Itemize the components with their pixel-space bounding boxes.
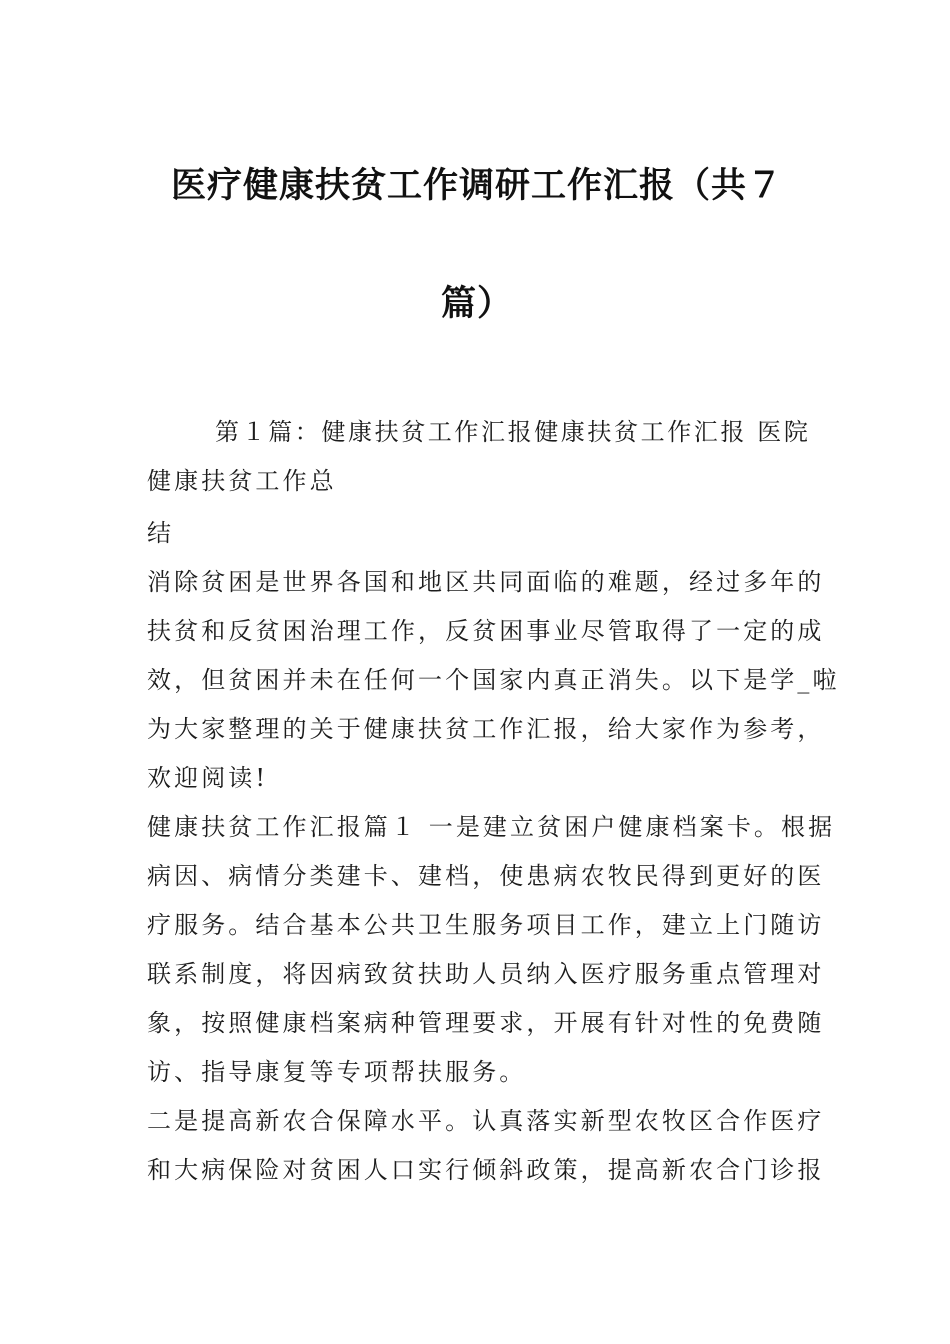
document-body <box>147 408 840 1195</box>
body-line: 和大病保险对贫困人口实行倾斜政策，提高新农合门诊报 <box>147 1156 825 1184</box>
body-line: 欢迎阅读! <box>147 764 269 792</box>
body-line: 为大家整理的关于健康扶贫工作汇报，给大家作为参考， <box>147 715 825 743</box>
body-line: 第１篇：健康扶贫工作汇报健康扶贫工作汇报 医院 <box>215 418 811 446</box>
body-line: 健康扶贫工作总 <box>147 467 337 495</box>
body-line: 访、指导康复等专项帮扶服务。 <box>147 1058 527 1086</box>
body-line: 病因、病情分类建卡、建档，使患病农牧民得到更好的医 <box>147 862 825 890</box>
body-line: 疗服务。结合基本公共卫生服务项目工作，建立上门随访 <box>147 911 825 939</box>
body-line: 效，但贫困并未在任何一个国家内真正消失。以下是学_啦 <box>147 666 840 694</box>
body-line: 结 <box>147 519 175 547</box>
body-line: 二是提高新农合保障水平。认真落实新型农牧区合作医疗 <box>147 1107 825 1135</box>
body-line: 联系制度，将因病致贫扶助人员纳入医疗服务重点管理对 <box>147 960 825 988</box>
document-title-line-2: 篇） <box>440 284 513 324</box>
body-line: 健康扶贫工作汇报篇１ 一是建立贫困户健康档案卡。根据 <box>147 813 836 841</box>
body-line: 消除贫困是世界各国和地区共同面临的难题，经过多年的 <box>147 568 825 596</box>
body-line: 扶贫和反贫困治理工作，反贫困事业尽管取得了一定的成 <box>147 617 825 645</box>
body-line: 象，按照健康档案病种管理要求，开展有针对性的免费随 <box>147 1009 825 1037</box>
document-title-line-1: 医疗健康扶贫工作调研工作汇报（共７ <box>170 166 783 206</box>
